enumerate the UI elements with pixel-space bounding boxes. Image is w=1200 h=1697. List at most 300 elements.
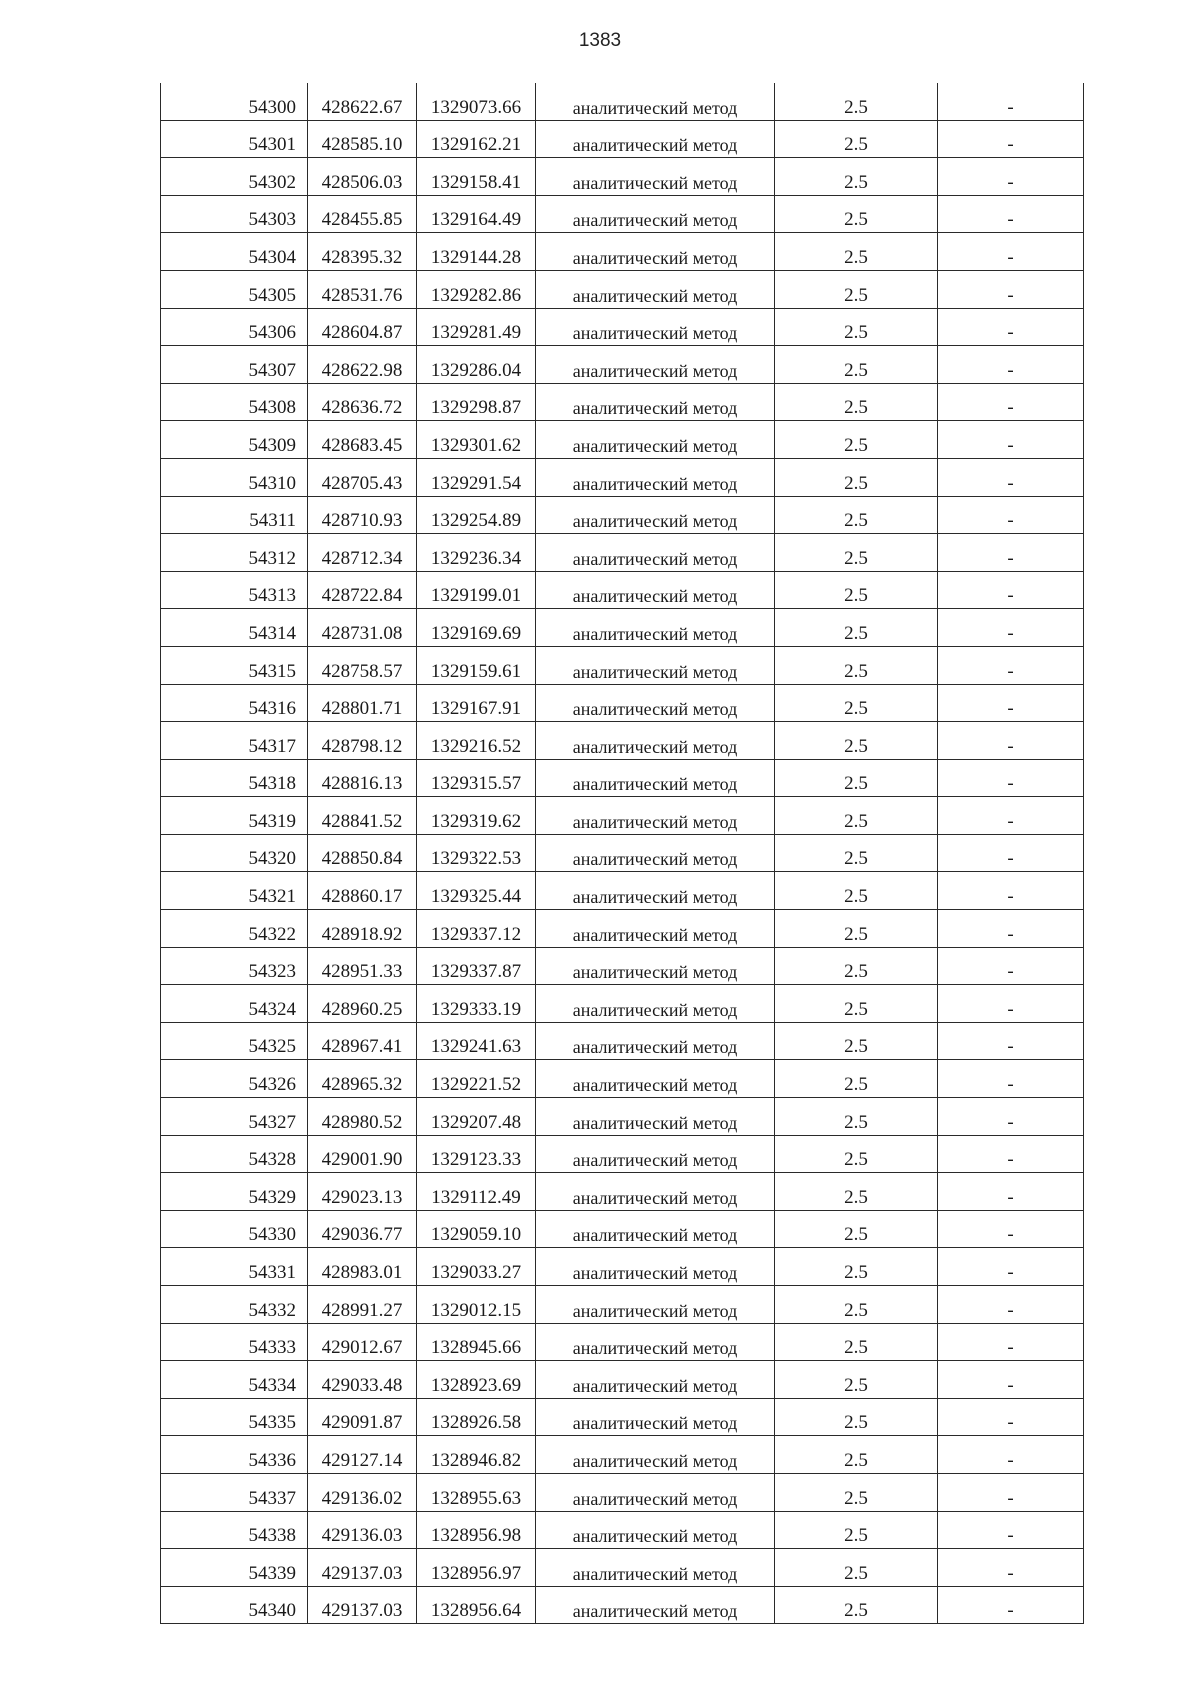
method-cell [536,496,775,534]
cell-text: - [1007,660,1014,682]
y-coordinate-cell [417,1586,536,1624]
note-cell [938,1586,1084,1624]
accuracy-cell [775,195,938,233]
cell-text: 2.5 [844,886,868,908]
y-coordinate-cell [417,1473,536,1511]
cell-text: 54312 [248,547,296,569]
y-coordinate-cell [417,684,536,722]
cell-text: 1329207.48 [430,1111,522,1133]
table-row [161,458,1084,496]
x-coordinate-cell [308,1549,417,1587]
point-number-cell [161,158,308,196]
cell-text: 1329112.49 [431,1186,521,1208]
x-coordinate-cell [308,797,417,835]
y-coordinate-cell [417,1135,536,1173]
cell-text: аналитический метод [572,97,738,118]
point-number-cell [161,985,308,1023]
cell-text: 1329286.04 [430,359,522,381]
cell-text: 2.5 [844,585,868,607]
cell-text: 54330 [248,1224,296,1246]
y-coordinate-cell [417,195,536,233]
cell-text: 2.5 [844,434,868,456]
cell-text: аналитический метод [572,1375,738,1396]
table-row [161,947,1084,985]
y-coordinate-cell [417,910,536,948]
cell-text: 54326 [248,1074,296,1096]
cell-text: аналитический метод [572,1263,738,1283]
cell-text: 428965.32 [321,1074,403,1096]
accuracy-cell [775,1473,938,1511]
cell-text: 2.5 [844,1224,868,1246]
cell-text: аналитический метод [572,1450,738,1471]
cell-text: - [1007,961,1014,983]
note-cell [938,158,1084,196]
cell-text: аналитический метод [572,1075,738,1096]
y-coordinate-cell [417,1323,536,1361]
note-cell [938,1060,1084,1098]
y-coordinate-cell [417,1173,536,1211]
cell-text: 1328923.69 [430,1374,522,1396]
cell-text: 2.5 [844,923,868,945]
cell-text: 54331 [248,1262,296,1283]
point-number-cell [161,609,308,647]
point-number-cell [161,910,308,948]
note-cell [938,1511,1084,1549]
note-cell [938,759,1084,797]
cell-text: 1329241.63 [430,1036,522,1058]
cell-text: 2.5 [844,246,868,268]
cell-text: - [1007,510,1014,532]
method-cell [536,985,775,1023]
table-row [161,1398,1084,1436]
cell-text: 2.5 [844,1074,868,1096]
note-cell [938,722,1084,760]
method-cell [536,534,775,572]
table-row [161,910,1084,948]
accuracy-cell [775,910,938,948]
accuracy-cell [775,383,938,421]
y-coordinate-cell [417,1361,536,1399]
cell-text: 428722.84 [321,585,403,607]
cell-text: 428960.25 [321,998,403,1020]
cell-text: 2.5 [844,1412,868,1434]
cell-text: 54328 [248,1149,296,1171]
note-cell [938,872,1084,910]
cell-text: 429136.03 [321,1525,403,1547]
cell-text: 2.5 [844,773,868,795]
accuracy-cell [775,1060,938,1098]
cell-text: 54305 [248,284,296,306]
note-cell [938,1135,1084,1173]
cell-text: - [1007,472,1014,494]
cell-text: - [1007,134,1014,156]
cell-text: 428850.84 [321,848,403,870]
x-coordinate-cell [308,383,417,421]
y-coordinate-cell [417,458,536,496]
note-cell [938,1473,1084,1511]
cell-text: аналитический метод [572,962,738,983]
x-coordinate-cell [308,872,417,910]
cell-text: аналитический метод [572,1187,738,1208]
cell-text: 54319 [248,810,296,832]
cell-text: 428951.33 [321,961,403,983]
accuracy-cell [775,872,938,910]
cell-text: 428604.87 [321,322,403,344]
point-number-cell [161,83,308,120]
cell-text: 1329236.34 [430,547,522,569]
point-number-cell [161,270,308,308]
point-number-cell [161,722,308,760]
cell-text: 54324 [248,998,296,1020]
note-cell [938,1361,1084,1399]
cell-text: 1329282.86 [430,284,522,306]
cell-text: - [1007,923,1014,945]
cell-text: 2.5 [844,134,868,156]
table-row [161,1210,1084,1248]
cell-text: 54318 [248,773,296,795]
y-coordinate-cell [417,1398,536,1436]
cell-text: 54317 [248,735,296,757]
coordinates-table [160,83,1084,1624]
point-number-cell [161,120,308,158]
cell-text: аналитический метод [572,811,738,832]
accuracy-cell [775,1586,938,1624]
cell-text: 54309 [248,434,296,456]
accuracy-cell [775,834,938,872]
cell-text: 2.5 [844,359,868,381]
cell-text: 54338 [248,1525,296,1547]
x-coordinate-cell [308,1286,417,1324]
cell-text: 429036.77 [321,1224,403,1246]
y-coordinate-cell [417,947,536,985]
x-coordinate-cell [308,195,417,233]
point-number-cell [161,1210,308,1248]
cell-text: - [1007,1262,1014,1283]
cell-text: 1329012.15 [430,1299,522,1321]
x-coordinate-cell [308,1398,417,1436]
cell-text: 2.5 [844,472,868,494]
x-coordinate-cell [308,759,417,797]
accuracy-cell [775,120,938,158]
note-cell [938,383,1084,421]
table-row [161,1549,1084,1587]
cell-text: аналитический метод [572,172,738,193]
method-cell [536,1323,775,1361]
method-cell [536,571,775,609]
accuracy-cell [775,985,938,1023]
table-row [161,646,1084,684]
table-row [161,1473,1084,1511]
cell-text: 2.5 [844,848,868,870]
x-coordinate-cell [308,496,417,534]
cell-text: 1329167.91 [430,698,522,720]
table-row [161,83,1084,120]
x-coordinate-cell [308,1060,417,1098]
method-cell [536,1210,775,1248]
cell-text: аналитический метод [572,1338,738,1359]
cell-text: 1329162.21 [430,134,522,156]
cell-text: 1329254.89 [430,510,522,532]
cell-text: 54314 [248,622,296,644]
cell-text: - [1007,1600,1014,1622]
cell-text: аналитический метод [572,1563,738,1584]
x-coordinate-cell [308,1210,417,1248]
accuracy-cell [775,346,938,384]
table-row [161,722,1084,760]
note-cell [938,609,1084,647]
note-cell [938,834,1084,872]
x-coordinate-cell [308,571,417,609]
cell-text: - [1007,886,1014,908]
table-row [161,609,1084,647]
method-cell [536,1060,775,1098]
cell-text: - [1007,698,1014,720]
note-cell [938,120,1084,158]
cell-text: аналитический метод [572,661,738,682]
point-number-cell [161,1586,308,1624]
y-coordinate-cell [417,571,536,609]
note-cell [938,1022,1084,1060]
cell-text: 428710.93 [321,510,403,532]
x-coordinate-cell [308,1248,417,1286]
x-coordinate-cell [308,158,417,196]
cell-text: аналитический метод [572,1413,738,1434]
cell-text: 54313 [248,585,296,607]
cell-text: 54325 [248,1036,296,1058]
cell-text: 428816.13 [321,773,403,795]
point-number-cell [161,421,308,459]
method-cell [536,1511,775,1549]
cell-text: - [1007,1525,1014,1547]
table-row [161,308,1084,346]
note-cell [938,1286,1084,1324]
cell-text: 1329158.41 [430,171,522,193]
table-row [161,571,1084,609]
cell-text: аналитический метод [572,473,738,494]
cell-text: 54327 [248,1111,296,1133]
cell-text: 1329144.28 [430,246,522,268]
accuracy-cell [775,1248,938,1286]
cell-text: 1329281.49 [430,322,522,344]
cell-text: 54322 [248,923,296,945]
cell-text: 428636.72 [321,397,403,419]
cell-text: 54302 [248,171,296,193]
cell-text: 2.5 [844,1374,868,1396]
table-row [161,496,1084,534]
cell-text: 2.5 [844,171,868,193]
point-number-cell [161,308,308,346]
method-cell [536,722,775,760]
cell-text: 428622.67 [321,96,403,118]
table-row [161,1135,1084,1173]
cell-text: 54311 [249,510,296,532]
accuracy-cell [775,1511,938,1549]
point-number-cell [161,872,308,910]
cell-text: 1329159.61 [430,660,522,682]
cell-text: аналитический метод [572,247,738,268]
x-coordinate-cell [308,1022,417,1060]
accuracy-cell [775,534,938,572]
point-number-cell [161,383,308,421]
cell-text: 54336 [248,1449,296,1471]
point-number-cell [161,571,308,609]
accuracy-cell [775,1286,938,1324]
cell-text: 54334 [248,1374,296,1396]
method-cell [536,1286,775,1324]
x-coordinate-cell [308,346,417,384]
cell-text: - [1007,397,1014,419]
x-coordinate-cell [308,1098,417,1136]
x-coordinate-cell [308,1323,417,1361]
note-cell [938,270,1084,308]
cell-text: 428980.52 [321,1111,403,1133]
table-row [161,270,1084,308]
cell-text: 1329073.66 [430,96,522,118]
point-number-cell [161,1248,308,1286]
cell-text: 1329033.27 [430,1262,522,1283]
cell-text: 1329123.33 [430,1149,522,1171]
cell-text: 428758.57 [321,660,403,682]
note-cell [938,83,1084,120]
table-row [161,684,1084,722]
cell-text: 429127.14 [321,1449,403,1471]
cell-text: - [1007,1374,1014,1396]
method-cell [536,383,775,421]
cell-text: 1329169.69 [430,622,522,644]
note-cell [938,458,1084,496]
cell-text: 1328956.97 [430,1562,522,1584]
cell-text: 2.5 [844,735,868,757]
method-cell [536,1436,775,1474]
accuracy-cell [775,421,938,459]
method-cell [536,1135,775,1173]
cell-text: аналитический метод [572,210,738,231]
y-coordinate-cell [417,759,536,797]
y-coordinate-cell [417,83,536,120]
cell-text: - [1007,773,1014,795]
point-number-cell [161,1361,308,1399]
method-cell [536,834,775,872]
cell-text: 2.5 [844,698,868,720]
cell-text: - [1007,848,1014,870]
method-cell [536,83,775,120]
cell-text: 2.5 [844,547,868,569]
cell-text: 54323 [248,961,296,983]
cell-text: 1329325.44 [430,886,522,908]
accuracy-cell [775,270,938,308]
cell-text: 54340 [248,1600,296,1622]
coordinates-table-body [161,83,1084,1624]
cell-text: - [1007,735,1014,757]
cell-text: 54310 [248,472,296,494]
cell-text: - [1007,810,1014,832]
cell-text: 1328926.58 [430,1412,522,1434]
x-coordinate-cell [308,458,417,496]
cell-text: 1329337.12 [430,923,522,945]
cell-text: - [1007,622,1014,644]
note-cell [938,1173,1084,1211]
cell-text: 2.5 [844,1149,868,1171]
note-cell [938,571,1084,609]
cell-text: аналитический метод [572,774,738,795]
x-coordinate-cell [308,1135,417,1173]
cell-text: - [1007,96,1014,118]
cell-text: 54320 [248,848,296,870]
y-coordinate-cell [417,722,536,760]
point-number-cell [161,1286,308,1324]
table-row [161,421,1084,459]
cell-text: 2.5 [844,1036,868,1058]
y-coordinate-cell [417,1511,536,1549]
cell-text: 428705.43 [321,472,403,494]
cell-text: - [1007,1224,1014,1246]
accuracy-cell [775,1323,938,1361]
cell-text: 428918.92 [321,923,403,945]
cell-text: - [1007,1036,1014,1058]
cell-text: аналитический метод [572,999,738,1020]
accuracy-cell [775,1135,938,1173]
table-row [161,120,1084,158]
note-cell [938,684,1084,722]
x-coordinate-cell [308,609,417,647]
cell-text: - [1007,1186,1014,1208]
table-row [161,1248,1084,1286]
cell-text: 1329319.62 [430,810,522,832]
note-cell [938,1398,1084,1436]
cell-text: 429001.90 [321,1149,403,1171]
cell-text: 428683.45 [321,434,403,456]
cell-text: 1329337.87 [430,961,522,983]
cell-text: 1329301.62 [430,434,522,456]
point-number-cell [161,947,308,985]
method-cell [536,346,775,384]
cell-text: 54315 [248,660,296,682]
y-coordinate-cell [417,1248,536,1286]
x-coordinate-cell [308,120,417,158]
cell-text: 1329221.52 [430,1074,522,1096]
cell-text: 2.5 [844,1299,868,1321]
cell-text: 1329322.53 [430,848,522,870]
x-coordinate-cell [308,534,417,572]
method-cell [536,947,775,985]
method-cell [536,759,775,797]
cell-text: 54339 [248,1562,296,1584]
cell-text: 2.5 [844,810,868,832]
cell-text: 2.5 [844,660,868,682]
point-number-cell [161,1173,308,1211]
cell-text: аналитический метод [572,285,738,306]
cell-text: аналитический метод [572,1300,738,1321]
method-cell [536,797,775,835]
y-coordinate-cell [417,421,536,459]
cell-text: 2.5 [844,284,868,306]
point-number-cell [161,458,308,496]
cell-text: - [1007,359,1014,381]
x-coordinate-cell [308,684,417,722]
method-cell [536,684,775,722]
point-number-cell [161,346,308,384]
cell-text: аналитический метод [572,398,738,419]
cell-text: 2.5 [844,622,868,644]
y-coordinate-cell [417,158,536,196]
cell-text: 429012.67 [321,1337,403,1359]
cell-text: 1328945.66 [430,1337,522,1359]
note-cell [938,346,1084,384]
x-coordinate-cell [308,421,417,459]
table-row [161,1511,1084,1549]
accuracy-cell [775,947,938,985]
cell-text: аналитический метод [572,360,738,381]
